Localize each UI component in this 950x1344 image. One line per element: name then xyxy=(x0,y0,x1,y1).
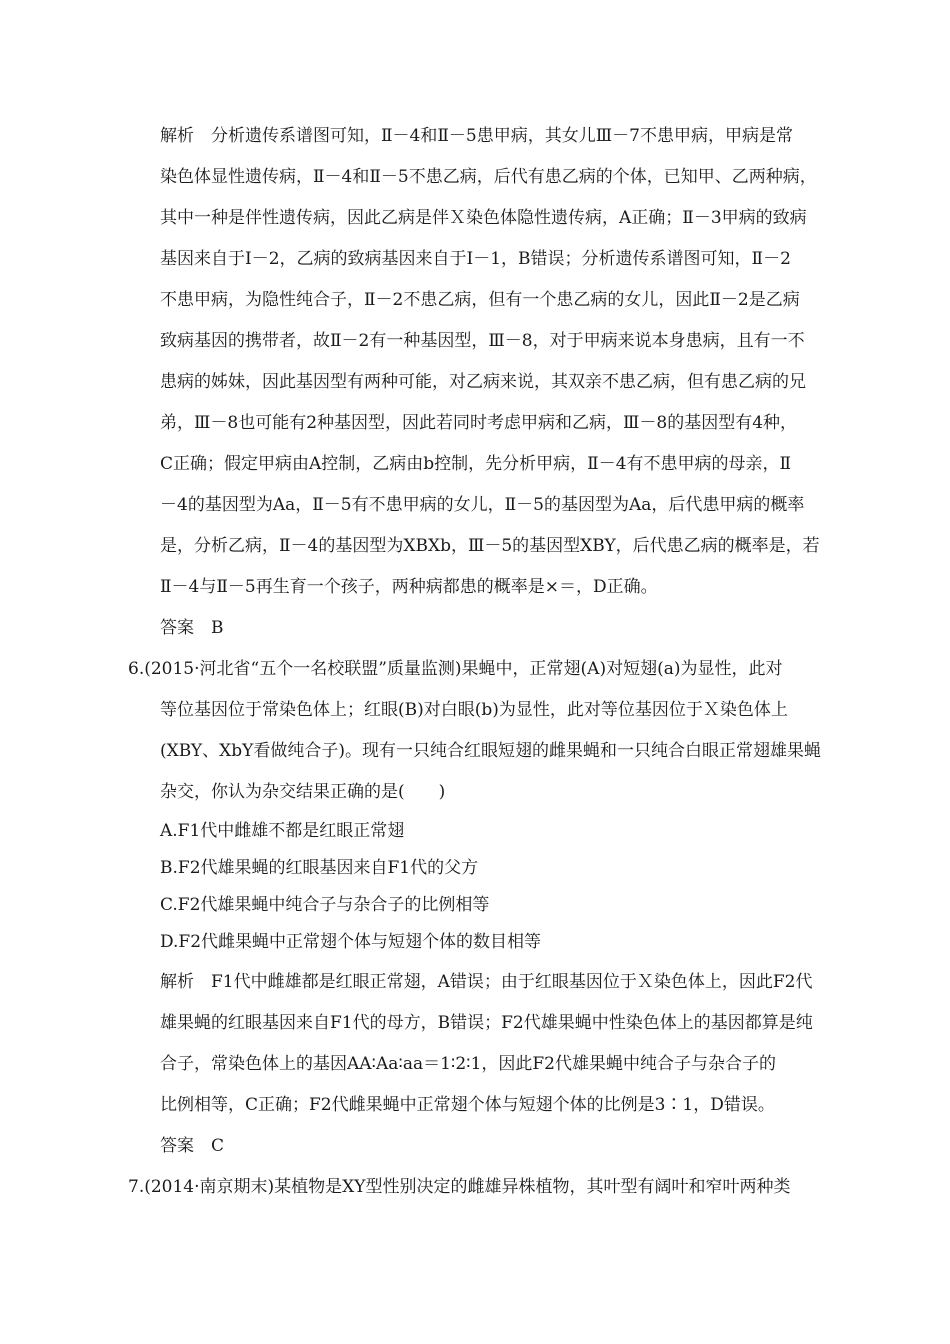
q6-answer: 答案 C xyxy=(160,1136,225,1156)
q5-answer: 答案 B xyxy=(160,618,224,638)
q6-analysis-line-3: 合子，常染色体上的基因AA∶Aa∶aa＝1∶2∶1，因此F2代雄果蝇中纯合子与杂合子的 xyxy=(160,1054,776,1074)
q5-analysis-line-12: Ⅱ－4与Ⅱ－5再生育一个孩子，两种病都患的概率是×＝，D正确。 xyxy=(160,577,658,597)
q5-analysis-line-5: 不患甲病，为隐性纯合子，Ⅱ－2不患乙病，但有一个患乙病的女儿，因此Ⅱ－2是乙病 xyxy=(160,290,800,310)
q6-option-a: A.F1代中雌雄不都是红眼正常翅 xyxy=(160,821,405,841)
q5-analysis-line-3: 其中一种是伴性遗传病，因此乙病是伴Ｘ染色体隐性遗传病，A正确；Ⅱ－3甲病的致病 xyxy=(160,208,807,228)
q6-analysis-line-2: 雄果蝇的红眼基因来自F1代的母方，B错误；F2代雄果蝇中性染色体上的基因都算是纯 xyxy=(160,1013,813,1033)
q5-analysis-line-11: 是，分析乙病，Ⅱ－4的基因型为XBXb，Ⅲ－5的基因型XBY，后代患乙病的概率是，若 xyxy=(160,536,820,556)
q5-analysis-line-8: 弟，Ⅲ－8也可能有2种基因型，因此若同时考虑甲病和乙病，Ⅲ－8的基因型有4种， xyxy=(160,413,798,433)
q6-option-d: D.F2代雌果蝇中正常翅个体与短翅个体的数目相等 xyxy=(160,932,542,952)
q6-stem-line-2: 等位基因位于常染色体上；红眼(B)对白眼(b)为显性，此对等位基因位于Ｘ染色体上 xyxy=(160,700,788,720)
q6-option-b: B.F2代雄果蝇的红眼基因来自F1代的父方 xyxy=(160,858,479,878)
q6-analysis-line-4: 比例相等，C正确；F2代雌果蝇中正常翅个体与短翅个体的比例是3∶1，D错误。 xyxy=(160,1095,775,1115)
q5-analysis-line-9: C正确；假定甲病由A控制，乙病由b控制，先分析甲病，Ⅱ－4有不患甲病的母亲，Ⅱ xyxy=(160,454,792,474)
q5-analysis-line-2: 染色体显性遗传病，Ⅱ－4和Ⅱ－5不患乙病，后代有患乙病的个体，已知甲、乙两种病， xyxy=(160,167,817,187)
q6-stem-line-1: 6.(2015·河北省“五个一名校联盟”质量监测)果蝇中，正常翅(A)对短翅(a)为显性，此对 xyxy=(128,659,783,679)
q5-analysis-line-4: 基因来自于Ⅰ－2，乙病的致病基因来自于Ⅰ－1，B错误；分析遗传系谱图可知，Ⅱ－2 xyxy=(160,249,791,269)
q5-analysis-line-10: －4的基因型为Aa，Ⅱ－5有不患甲病的女儿，Ⅱ－5的基因型为Aa，后代患甲病的概率 xyxy=(160,495,805,515)
q6-option-c: C.F2代雄果蝇中纯合子与杂合子的比例相等 xyxy=(160,895,490,915)
q5-analysis-line-7: 患病的姊妹，因此基因型有两种可能，对乙病来说，其双亲不患乙病，但有患乙病的兄 xyxy=(160,372,806,392)
q7-stem-line-1: 7.(2014·南京期末)某植物是XY型性别决定的雌雄异株植物，其叶型有阔叶和窄叶两种类 xyxy=(128,1177,791,1197)
q5-analysis-line-1: 解析 分析遗传系谱图可知，Ⅱ－4和Ⅱ－5患甲病，其女儿Ⅲ－7不患甲病，甲病是常 xyxy=(160,126,793,146)
q5-analysis-line-6: 致病基因的携带者，故Ⅱ－2有一种基因型，Ⅲ－8，对于甲病来说本身患病，且有一不 xyxy=(160,331,805,351)
q6-stem-line-3: (XBY、XbY看做纯合子)。现有一只纯合红眼短翅的雌果蝇和一只纯合白眼正常翅雄果蝇 xyxy=(160,741,821,761)
q6-stem-line-4: 杂交，你认为杂交结果正确的是( ) xyxy=(160,782,446,802)
q6-analysis-line-1: 解析 F1代中雌雄都是红眼正常翅，A错误；由于红眼基因位于Ｘ染色体上，因此F2代 xyxy=(160,972,813,992)
